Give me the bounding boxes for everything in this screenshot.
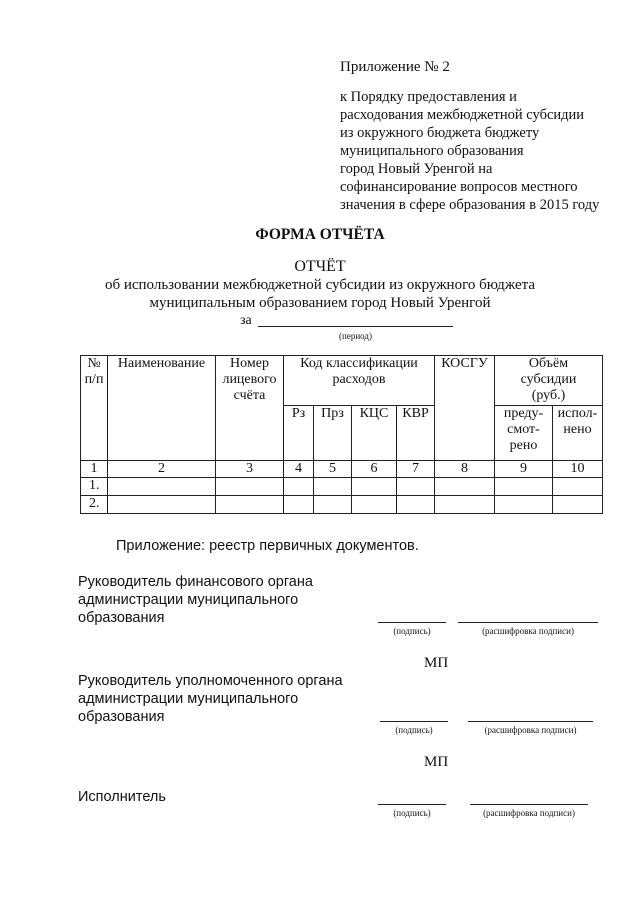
- table-cell[interactable]: [397, 478, 435, 496]
- header-account: Номер лицевого счёта: [216, 356, 284, 461]
- signature-line[interactable]: [380, 721, 448, 722]
- signature-decode-caption: (расшифровка подписи): [482, 626, 574, 636]
- report-title: ОТЧЁТ: [294, 258, 346, 275]
- signature-line[interactable]: [378, 804, 446, 805]
- report-table: [80, 355, 603, 514]
- signatory-executor: Исполнитель: [78, 789, 166, 805]
- header-prz: Прз: [314, 406, 352, 461]
- table-row: [81, 478, 603, 496]
- stamp-place: МП: [424, 754, 449, 770]
- table-cell[interactable]: [284, 478, 314, 496]
- report-subtitle-line: муниципальным образованием город Новый Уренгой: [149, 295, 491, 311]
- report-subtitle: [0, 276, 640, 312]
- table-cell[interactable]: [553, 496, 603, 514]
- report-subtitle-line: об использовании межбюджетной субсидии из окружного бюджета: [104, 277, 536, 293]
- signature-decode-line[interactable]: [470, 804, 588, 805]
- appendix-line: софинансирование вопросов местного: [340, 179, 578, 195]
- header-executed: испол- нено: [553, 406, 603, 461]
- table-cell[interactable]: [216, 496, 284, 514]
- appendix-line: из окружного бюджета бюджету: [340, 125, 540, 141]
- appendix-line: расходования межбюджетной субсидии: [340, 107, 585, 123]
- signatory-authorized-head: Руководитель уполномоченного органа администрации муниципального образования: [78, 673, 343, 725]
- table-cell[interactable]: [352, 496, 397, 514]
- signature-decode-line[interactable]: [468, 721, 593, 722]
- appendix-number: Приложение № 2: [340, 59, 450, 75]
- header-planned: преду- смот- рено: [495, 406, 553, 461]
- table-cell[interactable]: [397, 496, 435, 514]
- table-cell[interactable]: [314, 496, 352, 514]
- table-row: [81, 496, 603, 514]
- appendix-line: муниципального образования: [340, 143, 524, 159]
- table-cell[interactable]: [108, 496, 216, 514]
- period-caption: (период): [339, 331, 372, 341]
- column-number: 2: [108, 461, 216, 478]
- column-number: 5: [314, 461, 352, 478]
- row-number: 2.: [81, 496, 108, 514]
- column-number: 10: [553, 461, 603, 478]
- table-cell[interactable]: [553, 478, 603, 496]
- signature-decode-caption: (расшифровка подписи): [483, 808, 575, 818]
- appendix-line: город Новый Уренгой на: [340, 161, 493, 177]
- table-cell[interactable]: [352, 478, 397, 496]
- table-cell[interactable]: [495, 496, 553, 514]
- header-kosgu: КОСГУ: [435, 356, 495, 461]
- column-number: 3: [216, 461, 284, 478]
- table-cell[interactable]: [314, 478, 352, 496]
- signature-caption: (подпись): [393, 626, 431, 636]
- table-cell[interactable]: [108, 478, 216, 496]
- appendix-line: значения в сфере образования в 2015 году: [340, 197, 600, 213]
- column-number: 1: [81, 461, 108, 478]
- signature-caption: (подпись): [393, 808, 431, 818]
- column-number: 9: [495, 461, 553, 478]
- period-prefix: за: [240, 313, 252, 328]
- column-number: 8: [435, 461, 495, 478]
- table-cell[interactable]: [495, 478, 553, 496]
- header-name: Наименование: [108, 356, 216, 461]
- table-cell[interactable]: [216, 478, 284, 496]
- signatory-finance-head: Руководитель финансового органа администрации муниципального образования: [78, 574, 313, 626]
- appendix-line: к Порядку предоставления и: [340, 89, 517, 105]
- signature-decode-line[interactable]: [458, 622, 598, 623]
- header-classification: Код классификации расходов: [284, 356, 435, 406]
- table-cell[interactable]: [435, 496, 495, 514]
- table-cell[interactable]: [435, 478, 495, 496]
- header-kvr: КВР: [397, 406, 435, 461]
- signature-decode-caption: (расшифровка подписи): [484, 725, 577, 735]
- attachment-note: Приложение: реестр первичных документов.: [116, 538, 419, 554]
- period-field[interactable]: [258, 326, 453, 327]
- table-cell[interactable]: [284, 496, 314, 514]
- header-rz: Рз: [284, 406, 314, 461]
- column-number-row: [81, 461, 603, 478]
- form-title: ФОРМА ОТЧЁТА: [255, 226, 385, 243]
- header-kcs: КЦС: [352, 406, 397, 461]
- row-number: 1.: [81, 478, 108, 496]
- column-number: 6: [352, 461, 397, 478]
- column-number: 7: [397, 461, 435, 478]
- header-num: № п/п: [81, 356, 108, 461]
- stamp-place: МП: [424, 655, 449, 671]
- signature-caption: (подпись): [395, 725, 433, 735]
- appendix-description: [340, 88, 635, 214]
- header-volume: Объём субсидии (руб.): [495, 356, 603, 406]
- column-number: 4: [284, 461, 314, 478]
- signature-line[interactable]: [378, 622, 446, 623]
